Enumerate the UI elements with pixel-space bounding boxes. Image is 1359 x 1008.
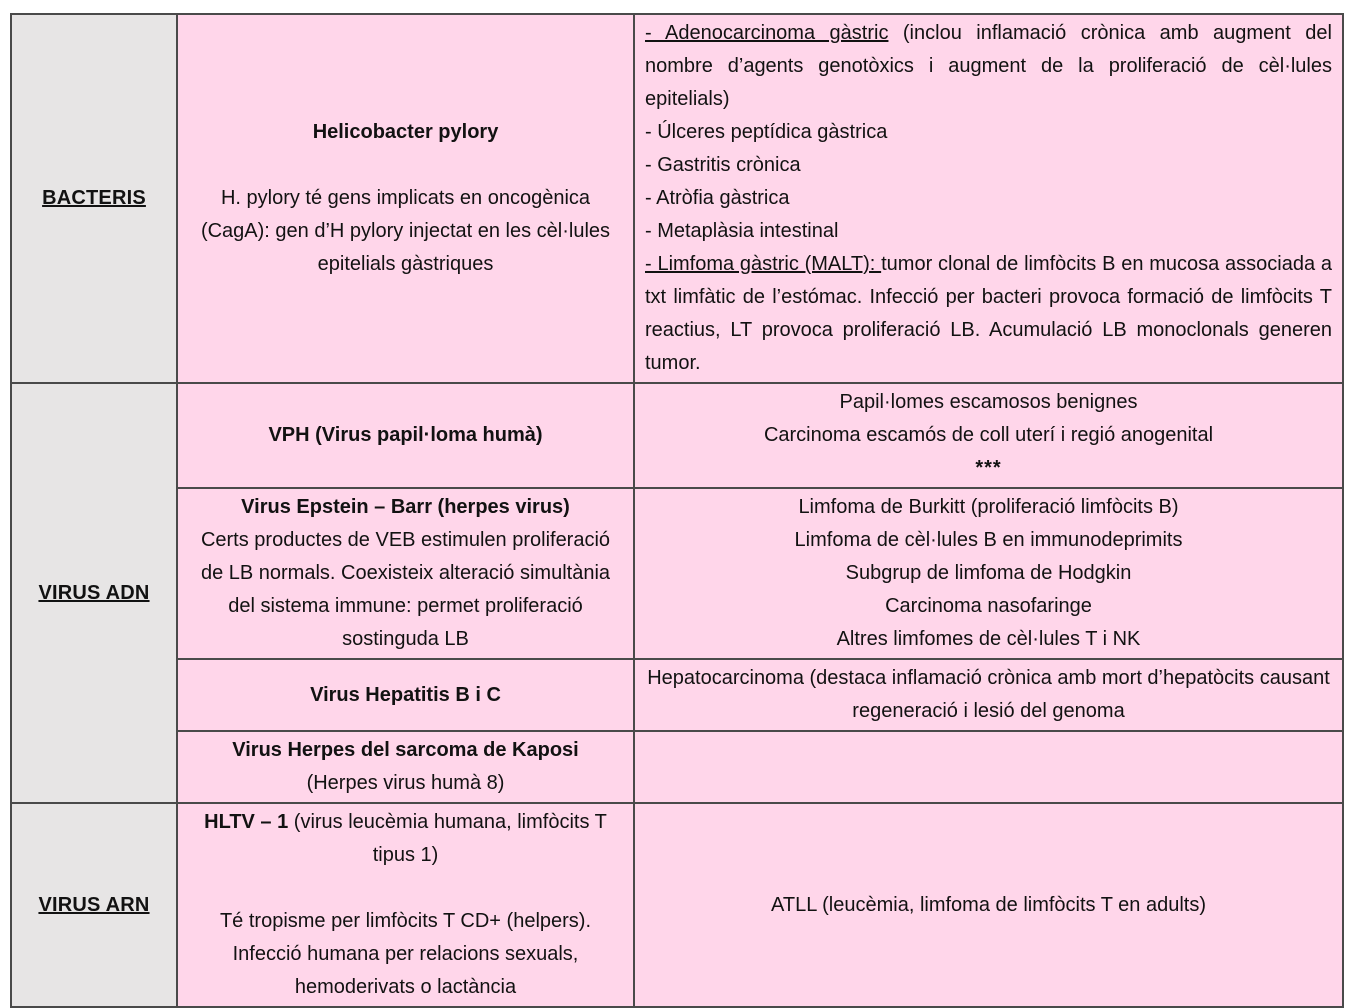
ebv-agent-cell	[177, 488, 634, 659]
vph-disease-2: Carcinoma escamós de coll uterí i regió anogenital	[763, 424, 1214, 446]
section-label-virus-adn: VIRUS ADN	[38, 581, 150, 604]
spacer	[188, 872, 623, 905]
section-label-virus-arn: VIRUS ARN	[38, 893, 150, 916]
disease-adenocarcinoma-underlined: - Adenocarcinoma gàstric	[645, 22, 889, 44]
hepatitis-agent-cell	[177, 659, 634, 731]
disease-limfoma-malt-rest: tumor clonal de limfòcits B en mucosa associada a txt limfàtic de l’estómac. Infecció per bacteri provoca formació de limfòcits T reactius, LT provoca proliferació LB. Acumulació LB monoclonals generen tumor.	[645, 253, 1332, 374]
kaposi-subtitle: (Herpes virus humà 8)	[306, 772, 505, 794]
hepatitis-diseases-cell	[634, 659, 1343, 731]
ebv-disease-3: Subgrup de limfoma de Hodgkin	[845, 562, 1132, 584]
disease-ulceres: - Úlceres peptídica gàstrica	[645, 121, 888, 143]
disease-metaplasia: - Metaplàsia intestinal	[645, 220, 839, 242]
section-label-bacteris: BACTERIS	[42, 187, 146, 209]
ebv-body: Certs productes de VEB estimulen proliferació de LB normals. Coexisteix alteració simultània del sistema immune: permet proliferació sostinguda LB	[200, 529, 611, 650]
bacteris-agent-cell	[177, 14, 634, 383]
bacteris-agent-title: Helicobacter pylory	[312, 121, 499, 143]
disease-adenocarcinoma-rest: (inclou inflamació crònica amb augment del nombre d’agents genotòxics i augment de la proliferació de cèl·lules epitelials)	[645, 22, 1332, 110]
disease-limfoma-malt-underlined: - Limfoma gàstric (MALT):	[645, 253, 882, 275]
vph-title: VPH (Virus papil·loma humà)	[268, 424, 543, 446]
section-cell-virus-arn	[11, 803, 177, 1007]
kaposi-agent-cell	[177, 731, 634, 803]
disease-adenocarcinoma	[645, 17, 1332, 116]
ebv-diseases-cell	[634, 488, 1343, 659]
section-cell-bacteris	[11, 14, 177, 383]
ebv-title: Virus Epstein – Barr (herpes virus)	[241, 496, 570, 518]
spacer	[188, 149, 623, 182]
ebv-disease-2: Limfoma de cèl·lules B en immunodeprimits	[794, 529, 1183, 551]
hltv-agent-cell	[177, 803, 634, 1007]
bacteris-diseases-cell	[634, 14, 1343, 383]
ebv-disease-4: Carcinoma nasofaringe	[885, 595, 1092, 617]
kaposi-title: Virus Herpes del sarcoma de Kaposi	[232, 739, 579, 761]
hltv-title-rest: (virus leucèmia humana, limfòcits T tipus 1)	[288, 811, 607, 866]
disease-atrofia: - Atròfia gàstrica	[645, 187, 790, 209]
hltv-title	[188, 806, 623, 872]
disease-limfoma-malt	[645, 248, 1332, 380]
vph-agent-cell	[177, 383, 634, 488]
hltv-disease: ATLL (leucèmia, limfoma de limfòcits T en adults)	[771, 893, 1206, 916]
ebv-disease-1: Limfoma de Burkitt (proliferació limfòcits B)	[798, 496, 1179, 518]
hltv-body: Té tropisme per limfòcits T CD+ (helpers). Infecció humana per relacions sexuals, hemoderivats o lactància	[219, 910, 592, 998]
oncogenic-agents-table	[10, 13, 1344, 1008]
hepatitis-disease: Hepatocarcinoma (destaca inflamació crònica amb mort d’hepatòcits causant regeneració i lesió del genoma	[647, 667, 1330, 722]
hltv-title-bold: HLTV – 1	[204, 811, 289, 833]
kaposi-diseases-cell-empty	[634, 731, 1343, 803]
bacteris-agent-body: H. pylory té gens implicats en oncogènica (CagA): gen d’H pylory injectat en les cèl·lules epitelials gàstriques	[200, 187, 611, 275]
vph-disease-3: ***	[975, 457, 1002, 479]
vph-disease-1: Papil·lomes escamosos benignes	[839, 391, 1138, 413]
disease-gastritis: - Gastritis crònica	[645, 154, 801, 176]
ebv-disease-5: Altres limfomes de cèl·lules T i NK	[836, 628, 1141, 650]
vph-diseases-cell	[634, 383, 1343, 488]
hepatitis-title: Virus Hepatitis B i C	[310, 683, 501, 706]
hltv-diseases-cell	[634, 803, 1343, 1007]
section-cell-virus-adn	[11, 383, 177, 803]
